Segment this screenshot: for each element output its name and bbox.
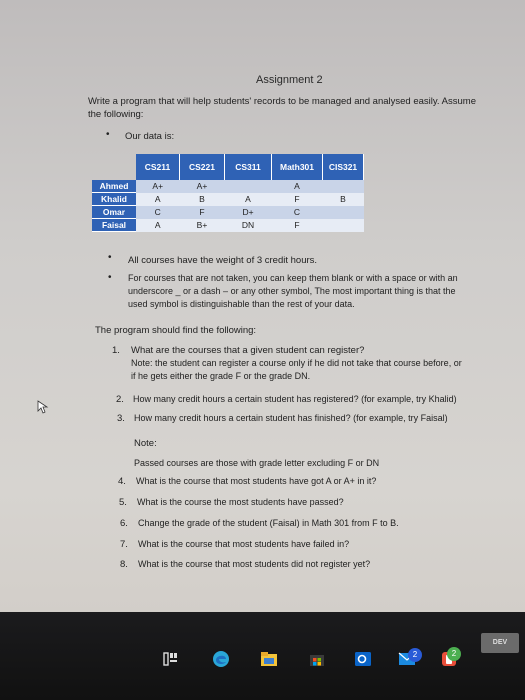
note-text: Passed courses are those with grade letter excluding F or DN <box>134 458 380 468</box>
question-1-line-1: What are the courses that a given student can register? <box>131 345 365 356</box>
table-row <box>92 180 364 193</box>
edge-browser-icon[interactable] <box>212 650 230 668</box>
question-number: 6. <box>120 518 128 529</box>
grade-cell: F <box>272 193 323 206</box>
question-7: What is the course that most students have failed in? <box>138 539 350 549</box>
question-1-line-3: if he gets either the grade F or the grade DN. <box>131 371 311 381</box>
mouse-cursor-icon <box>37 400 49 414</box>
bullet-not-taken-2: underscore _ or a dash – or any other symbol, The most important thing is that the <box>128 286 456 296</box>
question-number: 8. <box>120 559 128 570</box>
table-row <box>92 219 364 232</box>
bullet-dot: • <box>106 129 110 140</box>
outlook-icon[interactable] <box>354 650 372 668</box>
grade-cell: A <box>136 219 180 232</box>
grade-cell: B <box>180 193 225 206</box>
bullet-not-taken-3: used symbol is distinguishable than the rest of your data. <box>128 299 355 309</box>
grade-cell <box>323 180 364 193</box>
phone-badge: 2 <box>447 647 461 661</box>
grade-cell: A <box>272 180 323 193</box>
note-label: Note: <box>134 438 157 449</box>
table-header-row <box>92 154 364 180</box>
table-corner <box>92 154 136 180</box>
question-number: 5. <box>119 497 127 508</box>
grade-cell: B <box>323 193 364 206</box>
document-title: Assignment 2 <box>256 74 323 86</box>
intro-line-2: the following: <box>88 109 144 120</box>
question-6: Change the grade of the student (Faisal) in Math 301 from F to B. <box>138 518 399 528</box>
grade-cell <box>225 180 272 193</box>
col-header: CS211 <box>136 154 180 180</box>
file-explorer-icon[interactable] <box>260 650 278 668</box>
bullet-dot: • <box>108 252 112 263</box>
question-8: What is the course that most students did not register yet? <box>138 559 371 569</box>
grade-cell: DN <box>225 219 272 232</box>
grade-cell: C <box>272 206 323 219</box>
question-4: What is the course that most students have got A or A+ in it? <box>136 476 377 486</box>
question-3: How many credit hours a certain student has finished? (for example, try Faisal) <box>134 413 448 423</box>
bullet-credit-hours: All courses have the weight of 3 credit hours. <box>128 255 318 266</box>
dev-label: DEV <box>481 633 519 653</box>
data-bullet: Our data is: <box>125 131 175 142</box>
question-5: What is the course the most students have passed? <box>137 497 344 507</box>
task-view-icon[interactable] <box>162 650 180 668</box>
grade-cell: A <box>136 193 180 206</box>
program-intro: The program should find the following: <box>95 325 257 336</box>
grade-cell: A <box>225 193 272 206</box>
col-header: CS221 <box>180 154 225 180</box>
row-name: Khalid <box>92 193 136 206</box>
store-icon[interactable] <box>308 650 326 668</box>
question-number: 2. <box>116 394 124 405</box>
grade-cell <box>323 219 364 232</box>
col-header: CS311 <box>225 154 272 180</box>
question-number: 3. <box>117 413 125 424</box>
grade-cell: A+ <box>180 180 225 193</box>
question-number: 4. <box>118 476 126 487</box>
grade-cell: D+ <box>225 206 272 219</box>
row-name: Ahmed <box>92 180 136 193</box>
col-header: CIS321 <box>323 154 364 180</box>
question-2: How many credit hours a certain student has registered? (for example, try Khalid) <box>133 394 457 404</box>
question-number: 1. <box>112 345 120 356</box>
table-row <box>92 206 364 219</box>
grade-cell: A+ <box>136 180 180 193</box>
intro-line-1: Write a program that will help students' records to be managed and analysed easily. Assume <box>88 96 477 107</box>
bullet-dot: • <box>108 272 112 283</box>
col-header: Math301 <box>272 154 323 180</box>
grade-cell <box>323 206 364 219</box>
grade-cell: F <box>180 206 225 219</box>
mail-badge: 2 <box>408 648 422 662</box>
grade-cell: B+ <box>180 219 225 232</box>
grade-cell: C <box>136 206 180 219</box>
grades-table <box>92 154 364 232</box>
question-1-line-2: Note: the student can register a course only if he did not take that course before, or <box>131 358 462 368</box>
table-row <box>92 193 364 206</box>
row-name: Omar <box>92 206 136 219</box>
bullet-not-taken-1: For courses that are not taken, you can keep them blank or with a space or with an <box>128 273 458 283</box>
row-name: Faisal <box>92 219 136 232</box>
question-number: 7. <box>120 539 128 550</box>
grade-cell: F <box>272 219 323 232</box>
